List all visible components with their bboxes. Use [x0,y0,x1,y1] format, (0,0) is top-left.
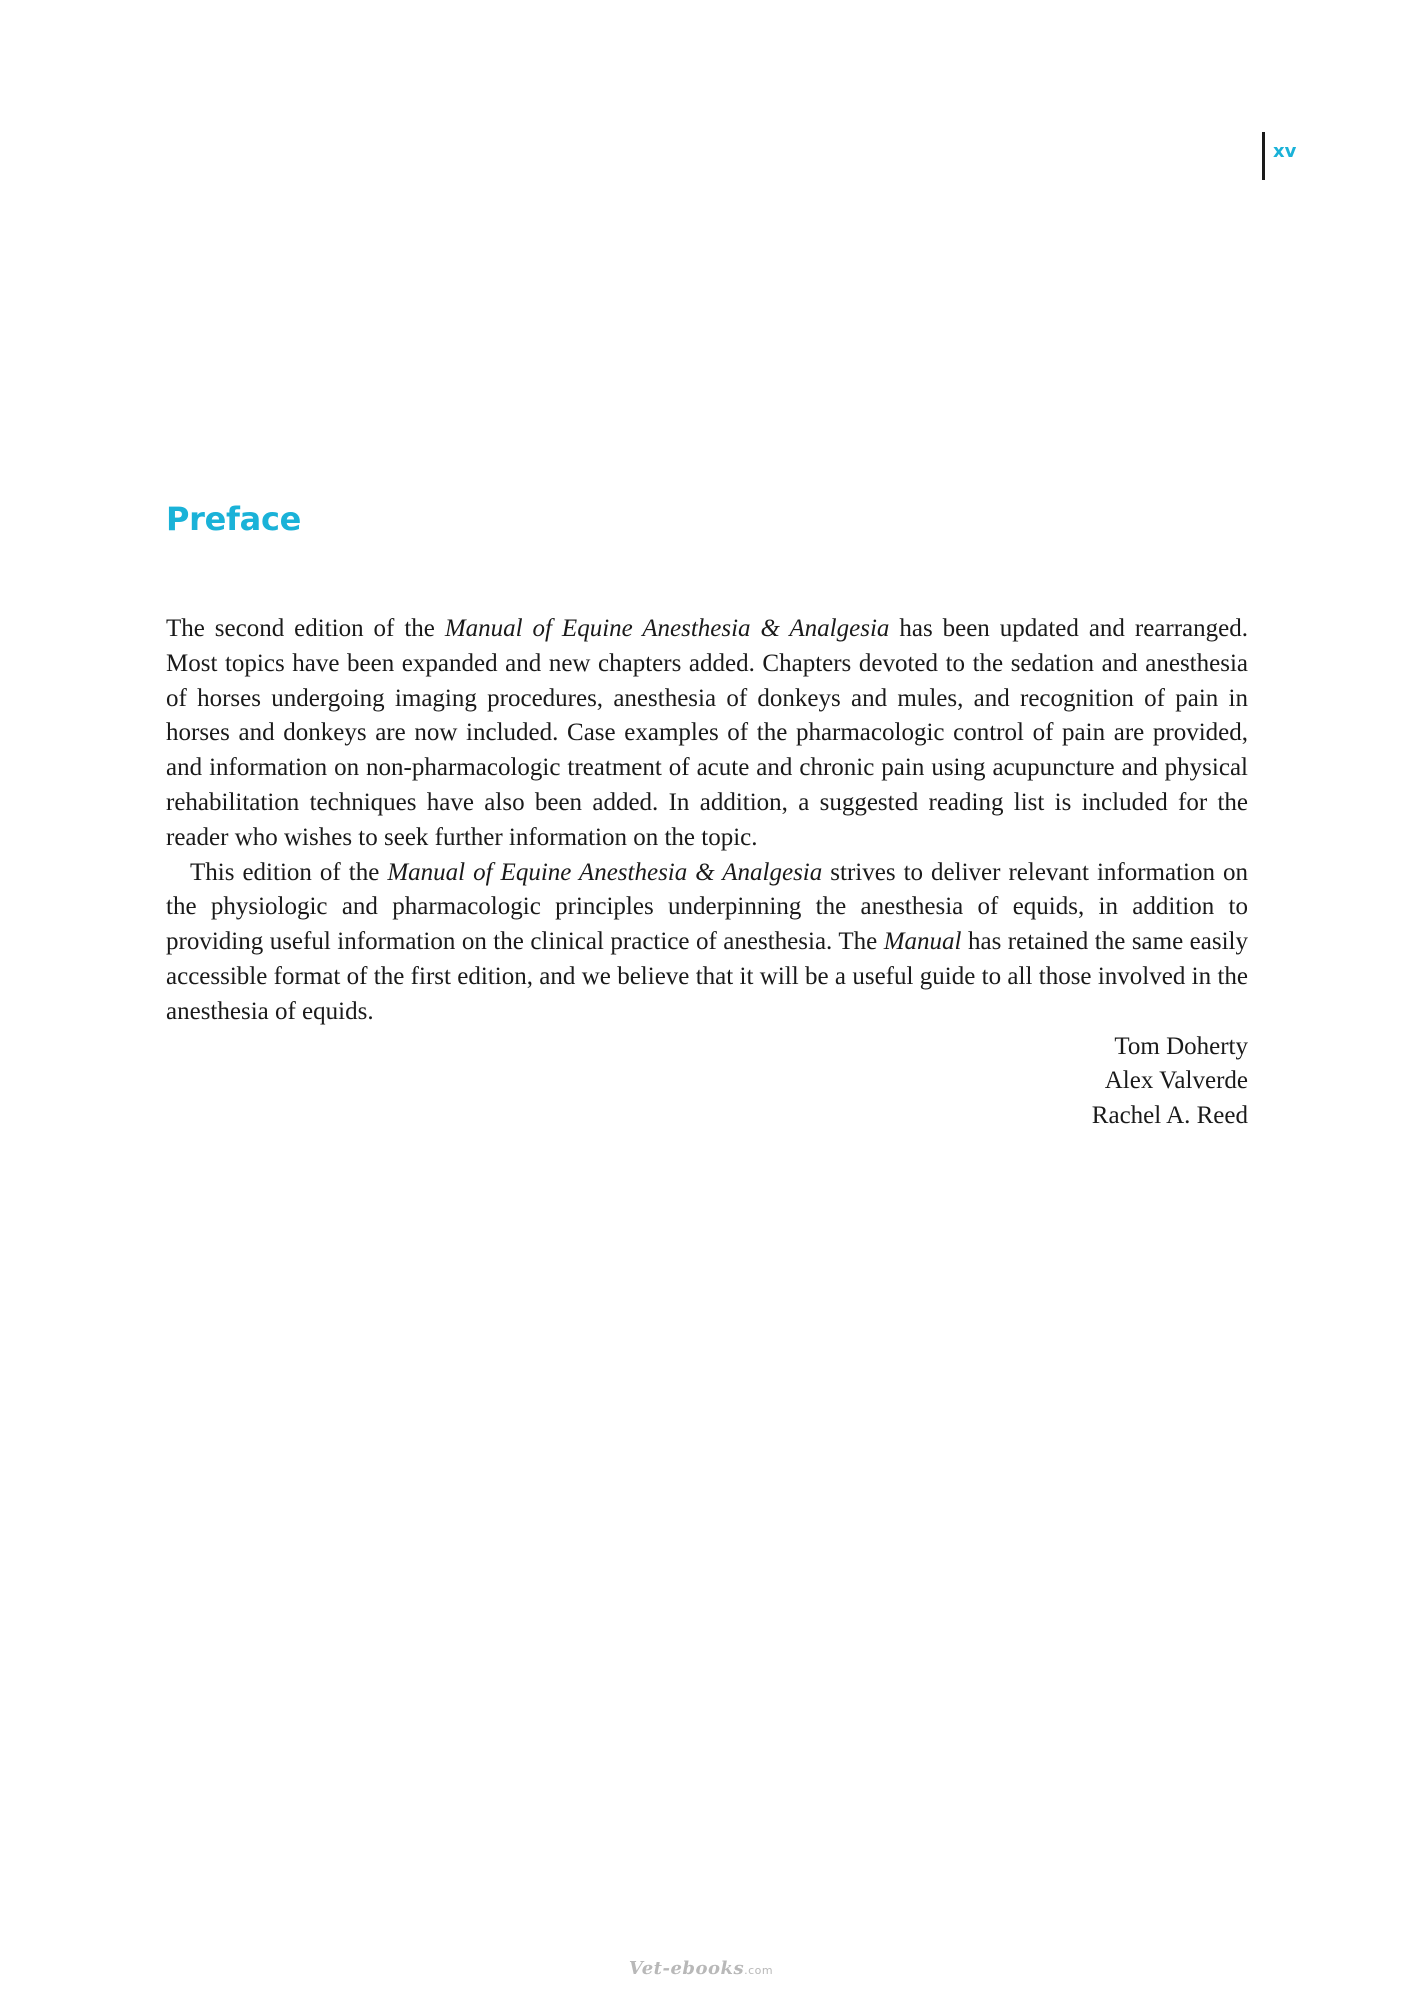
preface-paragraph-1 [166,612,1248,856]
paragraph-1-text-a: The second edition of the [166,615,445,642]
paragraph-1-text-b: has been updated and rearranged. Most topics have been expanded and new chapters added. Chapters devoted to the sedation and anesthesia of horses undergoing imaging procedures, anesthesia of donkeys and mules, and recognition of pain in horses and donkeys are now included. Case examples of the pharmacologic control of pain are provided, and information on non-pharmacologic treatment of acute and chronic pain using acupuncture and physical rehabilitation techniques have also been added. In addition, a suggested reading list is included for the reader who wishes to seek further information on the topic. [166,615,1248,851]
paragraph-2-text-c: has retained the same easily accessible format of the first edition, and we believe that it will be a useful guide to all those involved in the anesthesia of equids. [166,928,1248,1025]
page-number: xv [1273,141,1297,162]
paragraph-2-text-a: This edition of the [190,858,388,886]
preface-title: Preface [166,500,302,538]
watermark [0,1958,1402,1979]
paragraph-2-text-b: strives to deliver relevant information on the physiologic and pharmacologic principles underpinning the anesthesia of equids, in addition to providing useful information on the clinical practice of anesthesia. The [166,858,1249,956]
watermark-suffix: .com [744,1964,774,1977]
preface-paragraph-2 [166,856,1248,1030]
page-number-marker [1262,132,1296,180]
book-title-italic: Manual of Equine Anesthesia & Analgesia [387,858,823,886]
author-name: Alex Valverde [1104,1067,1248,1095]
book-title-italic: Manual of Equine Anesthesia & Analgesia [444,615,890,642]
author-name: Rachel A. Reed [1091,1102,1248,1130]
author-signatures [166,1030,1248,1134]
manual-italic: Manual [883,928,962,956]
preface-body [166,612,1248,1134]
author-name: Tom Doherty [1114,1032,1248,1060]
watermark-main: Vet-ebooks [628,1958,745,1979]
